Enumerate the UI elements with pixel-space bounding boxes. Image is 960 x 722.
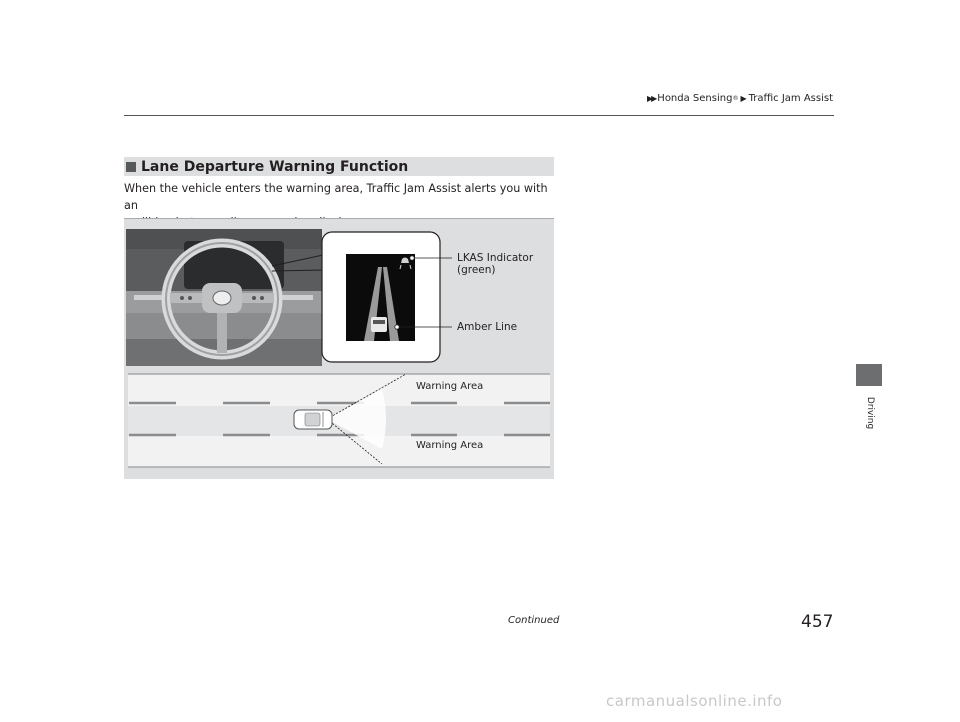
body-line-1: When the vehicle enters the warning area, Traffic Jam Assist alerts you with an (124, 182, 548, 212)
lkas-indicator-label-line-2: (green) (457, 264, 496, 276)
road-diagram (128, 374, 550, 467)
lkas-indicator-label-line-1: LKAS Indicator (457, 252, 534, 264)
arrow-icon: ▶ (740, 94, 747, 103)
lane-departure-figure (124, 218, 554, 479)
section-square-icon (126, 162, 136, 172)
lkas-indicator-label (457, 252, 533, 276)
breadcrumb (647, 93, 833, 104)
page-number: 457 (801, 612, 834, 632)
warning-area-label-top: Warning Area (416, 381, 484, 392)
breadcrumb-item-honda-sensing[interactable]: Honda Sensing (657, 93, 733, 104)
meter-display (346, 254, 415, 341)
chapter-tab-label (850, 393, 890, 433)
continued-note: Continued (508, 615, 560, 626)
breadcrumb-item-traffic-jam-assist[interactable]: Traffic Jam Assist (748, 93, 833, 104)
amber-line-label: Amber Line (457, 321, 518, 333)
warning-area-label-bottom: Warning Area (416, 440, 484, 451)
dashboard-illustration (126, 229, 322, 366)
header-divider (124, 115, 834, 116)
section-heading (124, 157, 554, 176)
car-icon (294, 410, 332, 429)
double-arrow-icon: ▶▶ (646, 94, 656, 103)
registered-mark: ® (732, 95, 739, 102)
watermark: carmanualsonline.info (606, 692, 783, 710)
chapter-label: Driving (865, 396, 875, 430)
chapter-tab-marker (856, 364, 882, 386)
section-title: Lane Departure Warning Function (141, 158, 409, 175)
